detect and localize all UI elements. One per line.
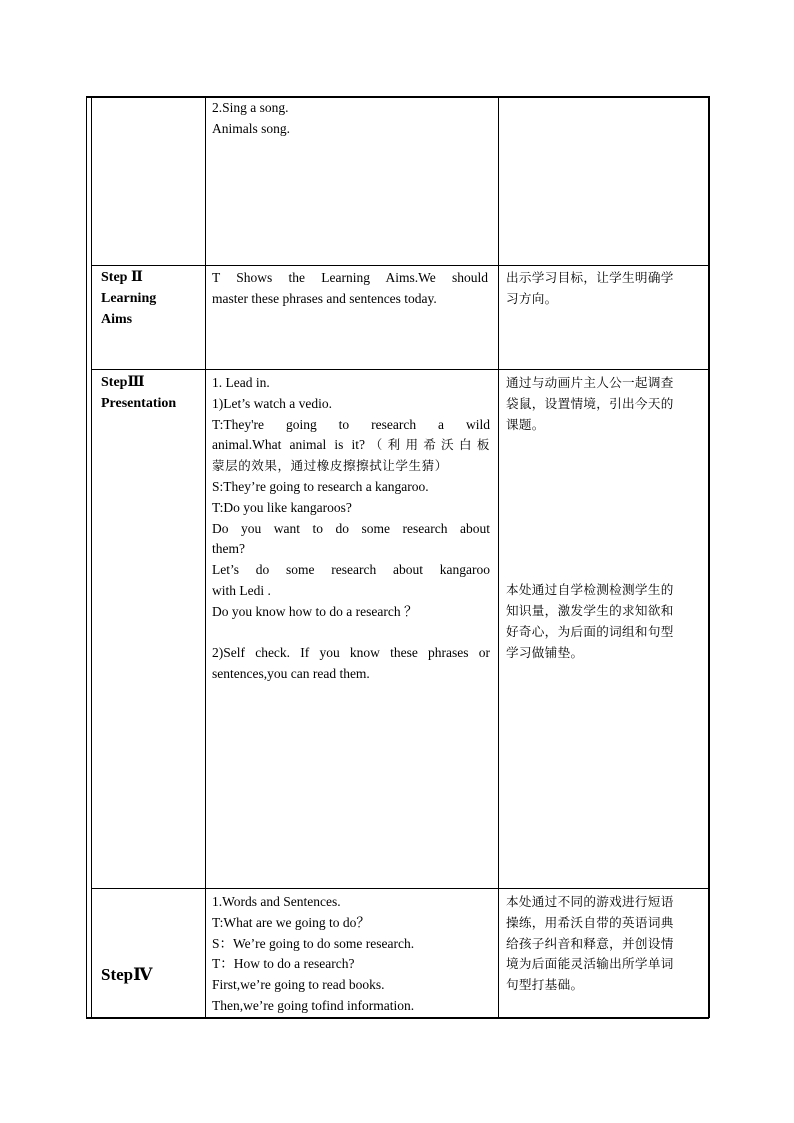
content-line: Animals song. [212,120,291,136]
row-4-step-label [101,964,201,985]
row-2-notes [506,268,709,310]
content-line: S:They’re going to research a kangaroo. [212,478,429,494]
content-line: Then,we’re going tofind information. [212,997,415,1013]
column-divider-1 [205,96,206,1018]
content-line: First,we’re going to read books. [212,977,385,993]
table-bottom-border [86,1017,709,1019]
blank-space [506,435,709,580]
content-line: T:Do you like kangaroos? [212,499,352,515]
step-label-line: Step Ⅱ [101,270,143,285]
note-line: 出示学习目标，让学生明确学 [506,270,674,285]
blank-line [212,623,490,644]
step-label-line: StepⅢ [101,375,145,390]
content-line: S：We’re going to do some research. [212,935,415,951]
step-label-line: Aims [101,312,133,327]
note-line: 通过与动画片主人公一起调查 [506,375,674,390]
content-line: Do you know how to do a research ？ [212,603,418,619]
content-line [212,435,490,456]
note-line: 习方向。 [506,290,558,306]
step-label-line: Presentation [101,396,177,411]
content-line: 1)Let’s watch a vedio. [212,395,332,411]
content-line: with Ledi . [212,582,271,598]
content-line: sentences,you can read them. [212,666,370,682]
row-2-step-label [101,267,201,330]
content-line-text: animal.What animal is it? [212,437,365,453]
row-4-content [212,892,490,1016]
note-line: 好奇心，为后面的词组和句型 [506,623,674,639]
row-4-notes [506,892,709,1016]
content-line: Do you want to do some research about [212,520,490,536]
note-line: 境为后面能灵活输出所学单词 [506,956,674,972]
content-line: 2)Self check. If you know these phrases or [212,645,490,661]
note-line: 句型打基础。 [506,977,584,993]
content-line: T Shows the Learning Aims.We should [212,270,488,285]
content-line: Let’s do some research about kangaroo [212,562,490,578]
content-line: master these phrases and sentences today. [212,290,437,306]
content-line: T：How to do a research? [212,956,355,972]
content-line: 1.Words and Sentences. [212,894,341,909]
table-left-border-outer [86,96,87,1018]
note-line: 袋鼠，设置情境，引出今天的 [506,395,674,411]
note-line: 学习做铺垫。 [506,644,584,660]
row-divider-1 [91,265,709,266]
row-divider-2 [91,369,709,370]
row-2-content [212,268,488,310]
content-line: them? [212,541,245,557]
note-line: 给孩子纠音和释意，并创设情 [506,935,674,951]
row-1-content [212,98,492,140]
column-divider-2 [498,96,499,1018]
note-line: 课题。 [506,416,545,432]
content-line: 2.Sing a song. [212,100,289,115]
note-line: 本处通过不同的游戏进行短语 [506,894,674,909]
row-3-content [212,373,490,685]
note-line: 本处通过自学检测检测学生的 [506,582,674,598]
content-line: T:What are we going to do？ [212,914,370,930]
content-line: T:They're going to research a wild [212,416,490,432]
row-3-notes [506,373,709,664]
step-label-line: Learning [101,291,157,306]
table-left-border-inner [91,96,92,1018]
row-divider-3 [91,888,709,889]
content-line: 1. Lead in. [212,375,270,390]
step-label-line: StepⅣ [101,965,153,984]
note-line: 操练，用希沃自带的英语词典 [506,914,674,930]
content-line-chinese: （利用希沃白板 [364,437,490,453]
content-line: 蒙层的效果，通过橡皮擦擦拭让学生猜） [212,458,448,474]
note-line: 知识量，激发学生的求知欲和 [506,603,674,619]
row-3-step-label [101,372,201,414]
